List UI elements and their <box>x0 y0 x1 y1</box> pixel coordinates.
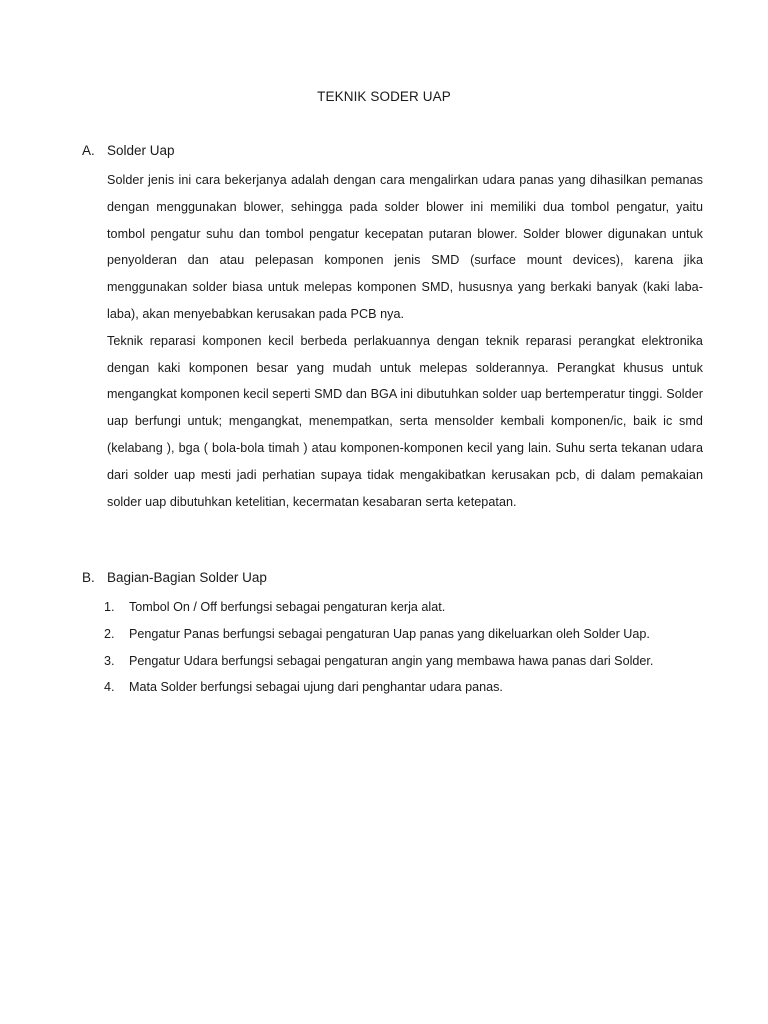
section-b-heading <box>82 568 703 588</box>
document-title: TEKNIK SODER UAP <box>317 89 451 104</box>
list-item-number: 1. <box>104 600 115 614</box>
section-a-paragraph-1: Solder jenis ini cara bekerjanya adalah dengan cara mengalirkan udara panas yang dihasilkan pemanas dengan menggunakan blower, sehingga pada solder blower ini memiliki dua tombol pengatur, yaitu tombol pengatur suhu dan tombol pengatur kecepatan putaran blower. Solder blower digunakan untuk penyolderan dan atau pelepasan komponen jenis SMD (surface mount devices), karena jika menggunakan solder biasa untuk melepas komponen SMD, hususnya yang berkaki banyak (kaki laba-laba), akan menyebabkan kerusakan pada PCB nya. <box>107 173 703 321</box>
parts-list <box>82 594 703 701</box>
section-b-heading-text: Bagian-Bagian Solder Uap <box>107 570 267 585</box>
section-a-letter: A. <box>82 143 95 158</box>
list-item <box>82 648 703 675</box>
section-a-heading-text: Solder Uap <box>107 143 175 158</box>
list-item-text: Pengatur Panas berfungsi sebagai pengaturan Uap panas yang dikeluarkan oleh Solder Uap. <box>129 626 650 641</box>
list-item-number: 3. <box>104 653 115 668</box>
list-item-text: Mata Solder berfungsi sebagai ujung dari penghantar udara panas. <box>129 680 503 695</box>
section-a <box>82 141 703 515</box>
section-b-letter: B. <box>82 570 95 585</box>
section-a-paragraph-2: Teknik reparasi komponen kecil berbeda perlakuannya dengan teknik reparasi perangkat elektronika dengan kaki komponen besar yang mudah untuk melepas solderannya. Perangkat khusus untuk mengangkat komponen kecil seperti SMD dan BGA ini dibutuhkan solder uap bertemperatur tinggi. Solder uap berfungi untuk; mengangkat, menempatkan, serta mensolder kembali komponen/ic, baik ic smd (kelabang ), bga ( bola-bola timah ) atau komponen-komponen kecil yang lain. Suhu serta tekanan udara dari solder uap mesti jadi perhatian supaya tidak mengakibatkan kerusakan pcb, di dalam pemakaian solder uap dibutuhkan ketelitian, kecermatan kesabaran serta ketepatan. <box>107 333 703 509</box>
section-b <box>82 568 703 701</box>
section-a-heading <box>82 141 703 161</box>
list-item <box>82 594 703 621</box>
list-item-text: Tombol On / Off berfungsi sebagai pengaturan kerja alat. <box>129 600 446 614</box>
list-item <box>82 674 703 701</box>
list-item-text: Pengatur Udara berfungsi sebagai pengaturan angin yang membawa hawa panas dari Solder. <box>129 653 654 668</box>
list-item-number: 4. <box>104 680 115 695</box>
list-item <box>82 621 703 648</box>
list-item-number: 2. <box>104 626 115 641</box>
